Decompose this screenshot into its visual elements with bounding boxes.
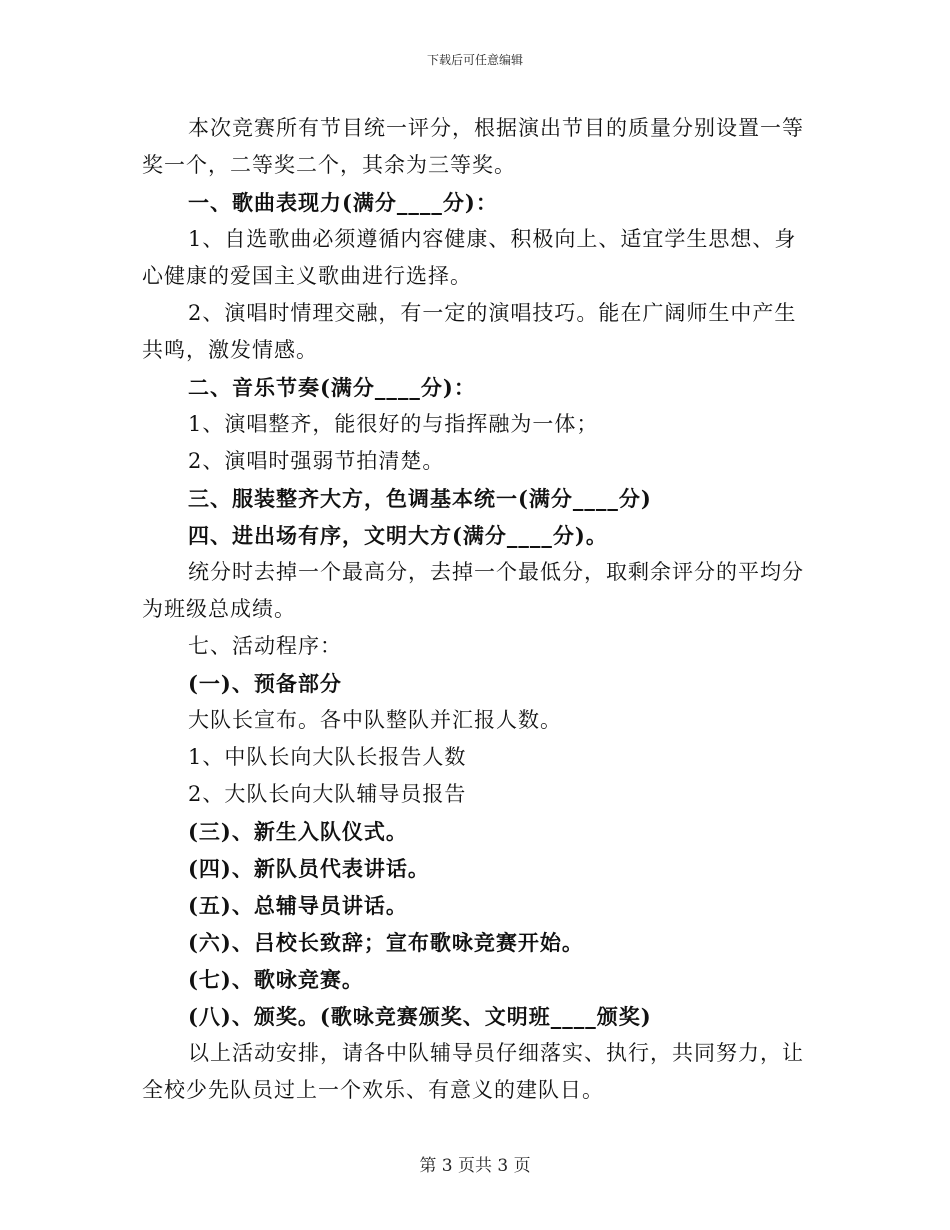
page-footer: 第 3 页共 3 页 [419, 1156, 531, 1176]
paragraph-song-rule-2: 2、演唱时情理交融，有一定的演唱技巧。能在广阔师生中产生共鸣，激发情感。 [142, 301, 797, 362]
paragraph-rhythm-rule-2: 2、演唱时强弱节拍清楚。 [188, 449, 445, 473]
paragraph-report-1: 1、中队长向大队长报告人数 [188, 745, 467, 769]
paragraph-song-rule-1: 1、自选歌曲必须遵循内容健康、积极向上、适宜学生思想、身心健康的爱国主义歌曲进行选择。 [142, 227, 797, 288]
heading-principal-speech: (六)、吕校长致辞；宣布歌咏竞赛开始。 [188, 930, 584, 955]
document-body [142, 110, 807, 1109]
heading-song-expression: 一、歌曲表现力(满分____分)： [188, 190, 498, 215]
heading-induction-ceremony: (三)、新生入队仪式。 [188, 819, 408, 844]
paragraph-scoring-intro: 本次竞赛所有节目统一评分，根据演出节目的质量分别设置一等奖一个，二等奖二个，其余为三等奖。 [142, 116, 804, 177]
heading-counselor-speech: (五)、总辅导员讲话。 [188, 893, 408, 918]
paragraph-rhythm-rule-1: 1、演唱整齐，能很好的与指挥融为一体； [188, 412, 599, 436]
paragraph-captain-announce: 大队长宣布。各中队整队并汇报人数。 [188, 708, 562, 732]
paragraph-score-calculation: 统分时去掉一个最高分，去掉一个最低分，取剩余评分的平均分为班级总成绩。 [142, 560, 804, 621]
paragraph-report-2: 2、大队长向大队辅导员报告 [188, 782, 467, 806]
heading-singing-contest: (七)、歌咏竞赛。 [188, 967, 364, 992]
heading-costume: 三、服装整齐大方，色调基本统一(满分____分) [188, 486, 652, 511]
heading-entrance-exit: 四、进出场有序，文明大方(满分____分)。 [188, 523, 608, 548]
heading-activity-procedure: 七、活动程序： [188, 634, 342, 658]
heading-new-member-speech: (四)、新队员代表讲话。 [188, 856, 430, 881]
heading-preparation: (一)、预备部分 [188, 671, 342, 696]
heading-music-rhythm: 二、音乐节奏(满分____分)： [188, 375, 476, 400]
heading-awards: (八)、颁奖。(歌咏竞赛颁奖、文明班____颁奖) [188, 1004, 652, 1029]
page-header: 下载后可任意编辑 [426, 53, 523, 67]
paragraph-closing: 以上活动安排，请各中队辅导员仔细落实、执行，共同努力，让全校少先队员过上一个欢乐、有意义的建队日。 [142, 1041, 804, 1102]
